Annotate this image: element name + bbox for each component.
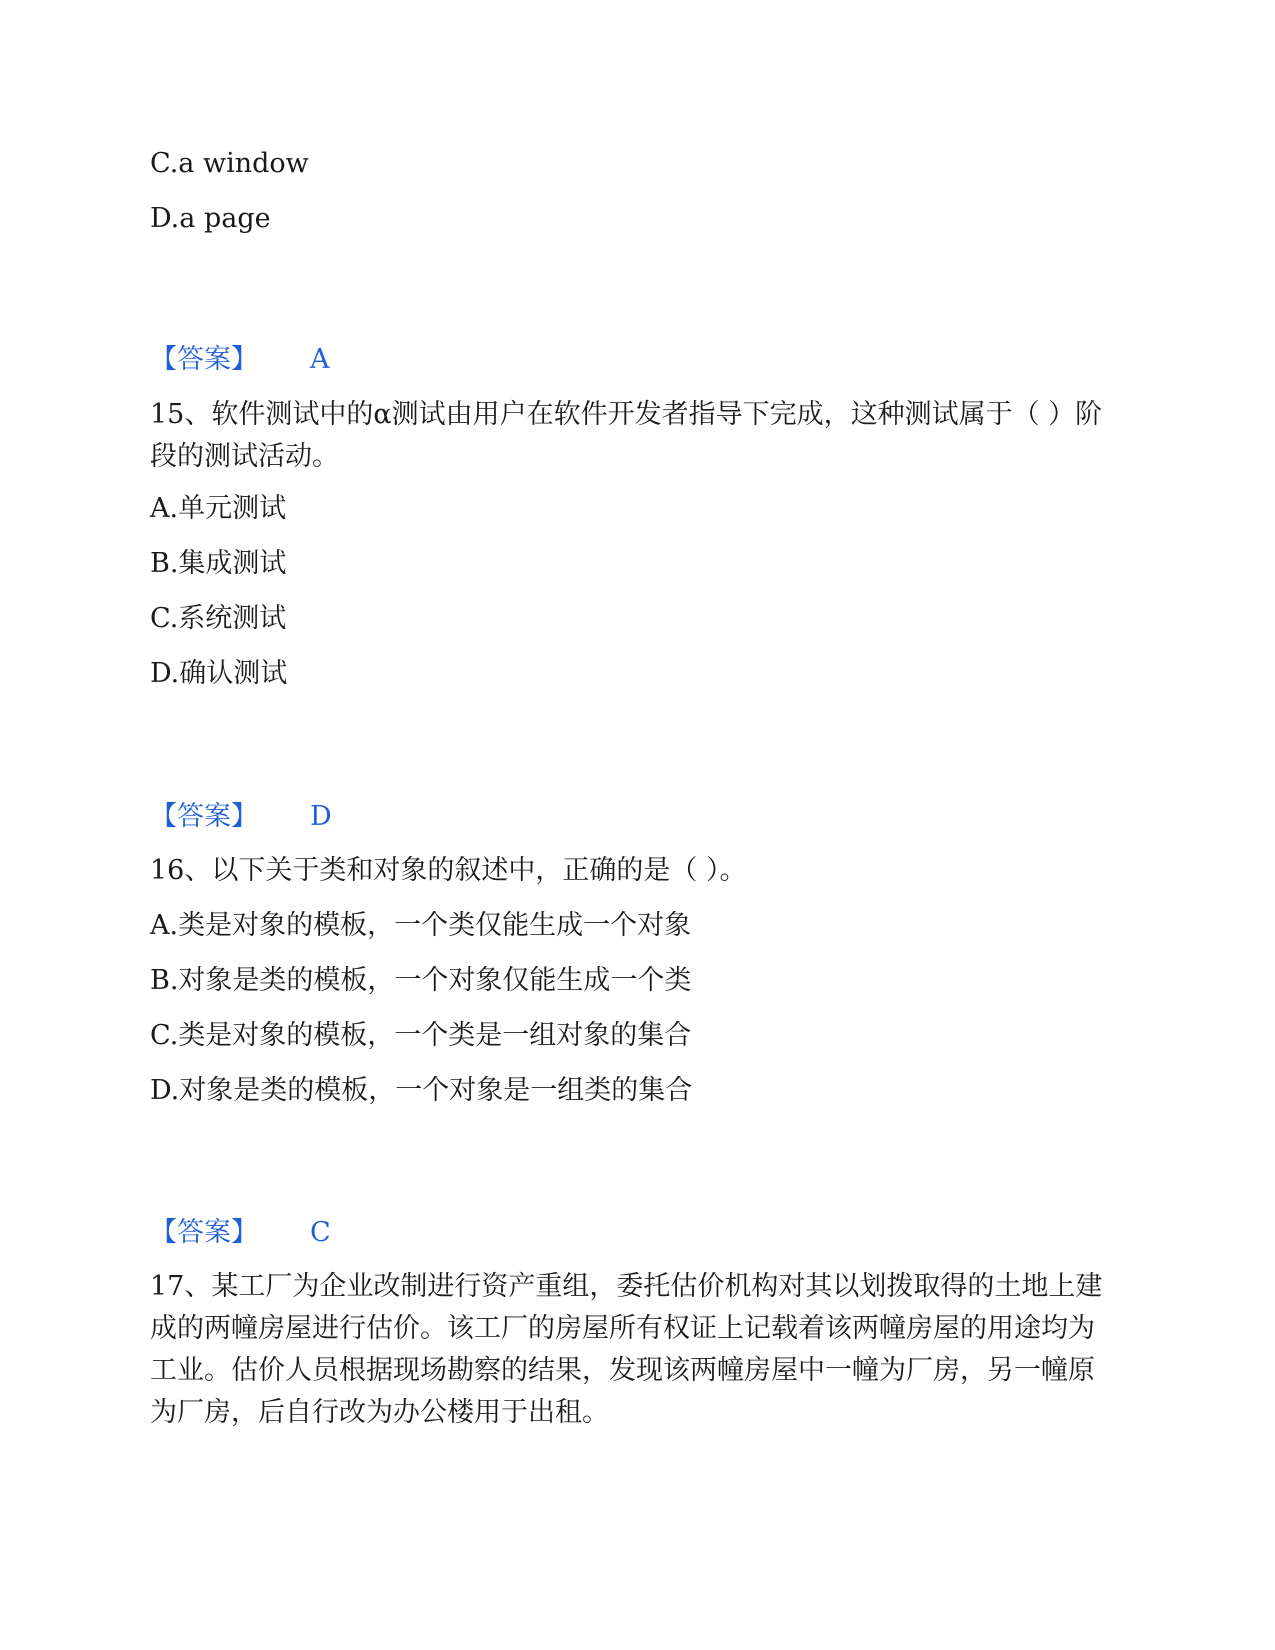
answer-value: C [310, 1217, 331, 1248]
answer-value: A [310, 344, 330, 375]
answer-label: 【答案】 [150, 344, 258, 375]
answer-line [150, 799, 332, 835]
question-stem-15: 15、软件测试中的α测试由用户在软件开发者指导下完成，这种测试属于（ ）阶段的测试活动。 [150, 399, 1103, 472]
option-d: D.确认测试 [150, 658, 288, 689]
answer-line [150, 342, 330, 378]
answer-label: 【答案】 [150, 801, 258, 832]
option-b: B.对象是类的模板，一个对象仅能生成一个类 [150, 965, 692, 996]
option-c: C.a window [150, 148, 309, 179]
option-a: A.类是对象的模板，一个类仅能生成一个对象 [150, 910, 692, 941]
option-b: B.集成测试 [150, 548, 287, 579]
answer-line [150, 1215, 331, 1251]
option-d: D.a page [150, 203, 271, 234]
answer-label: 【答案】 [150, 1217, 258, 1248]
option-c: C.类是对象的模板，一个类是一组对象的集合 [150, 1020, 692, 1051]
option-c: C.系统测试 [150, 603, 287, 634]
question-stem-17: 17、某工厂为企业改制进行资产重组，委托估价机构对其以划拨取得的土地上建成的两幢房屋进行估价。该工厂的房屋所有权证上记载着该两幢房屋的用途均为工业。估价人员根据现场勘察的结果，发现该两幢房屋中一幢为厂房，另一幢原为厂房，后自行改为办公楼用于出租。 [150, 1271, 1103, 1428]
option-a: A.单元测试 [150, 493, 287, 524]
option-d: D.对象是类的模板，一个对象是一组类的集合 [150, 1075, 693, 1106]
question-stem-16: 16、以下关于类和对象的叙述中，正确的是（ ）。 [150, 855, 747, 886]
answer-value: D [310, 801, 332, 832]
